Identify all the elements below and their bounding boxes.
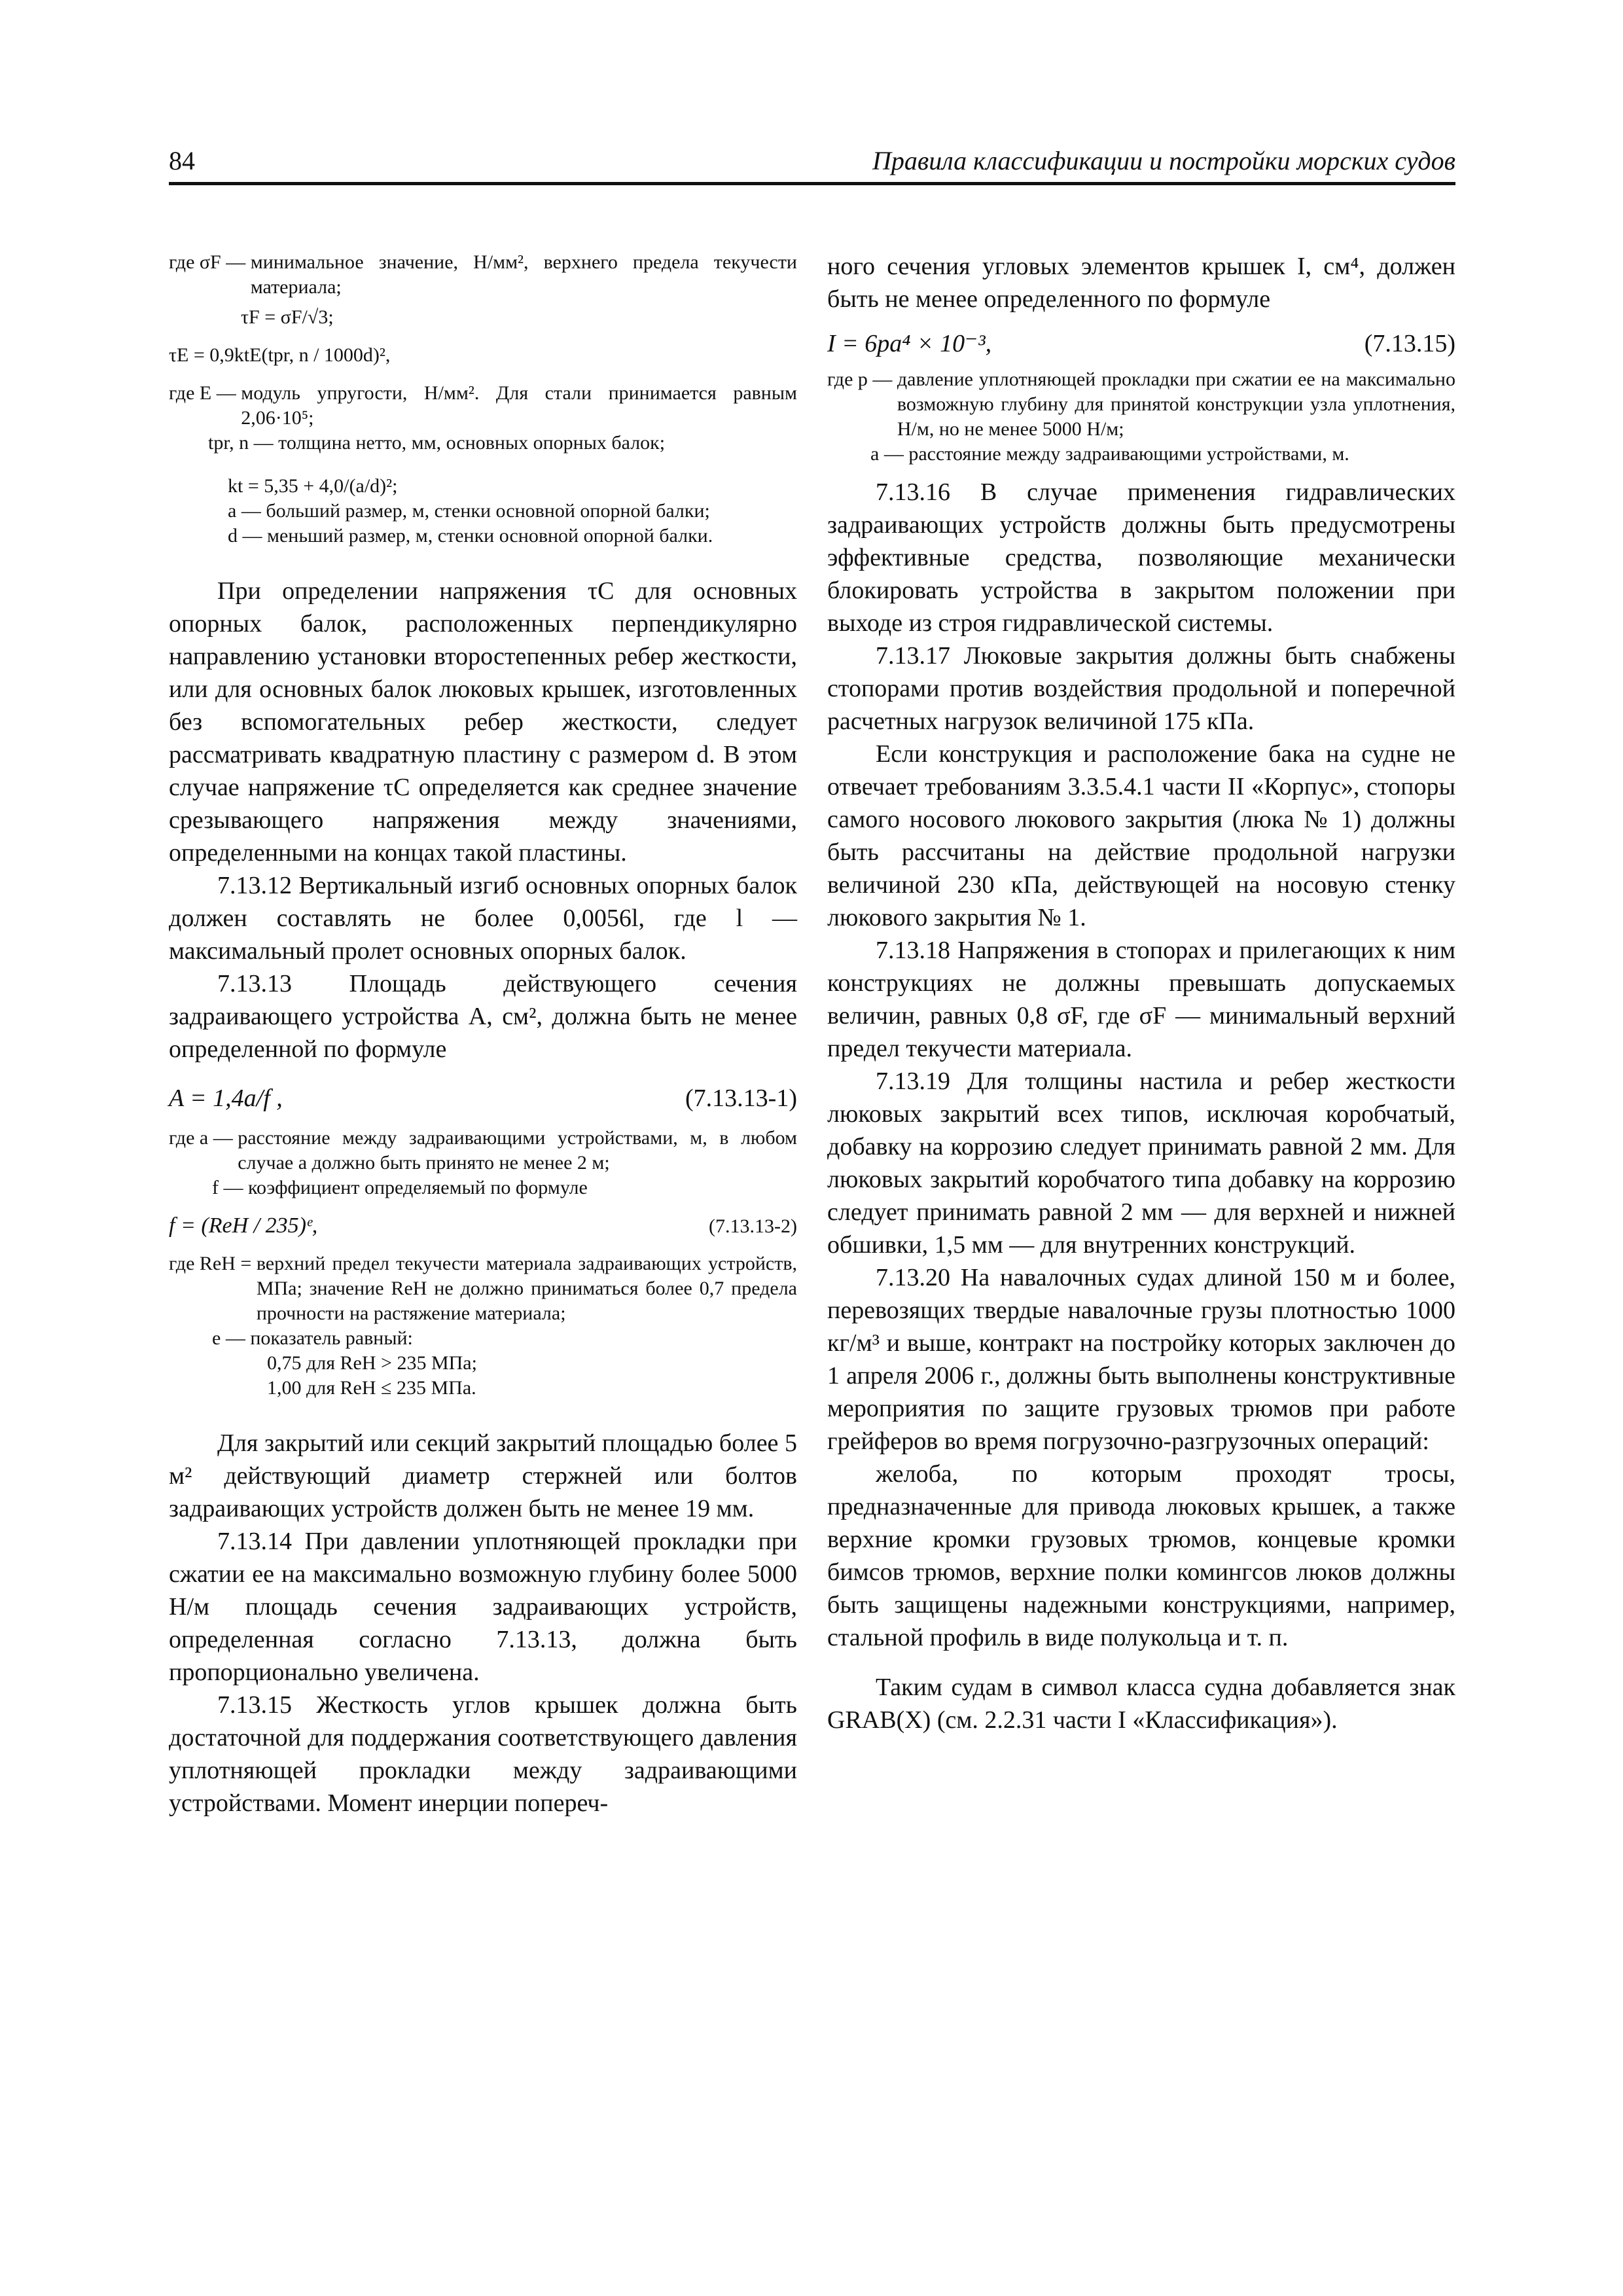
exponent-case-1: 0,75 для ReH > 235 МПа;	[267, 1352, 477, 1374]
definition-p-pressure: где p — давление уплотняющей прокладки при сжатии ее на максимально возможную глубину для принятой конструкции узла уплотнения, Н/м, но не менее 5000 Н/м;	[827, 368, 1455, 440]
running-title: Правила классификации и постройки морских судов	[872, 146, 1455, 175]
definitions-block-3	[169, 1251, 797, 1401]
definition-a-spacing: где a — расстояние между задраивающими устройствами, м, в любом случае a должно быть принято не менее 2 м;	[169, 1127, 797, 1174]
paragraph-7-13-12: 7.13.12 Вертикальный изгиб основных опорных балок должен составлять не более 0,0056l, где l — максимальный пролет основных опорных балок.	[169, 872, 797, 965]
left-column	[169, 250, 797, 1820]
definitions-block-1	[169, 250, 797, 548]
definition-a-spacing-2: a — расстояние между задраивающими устройствами, м.	[870, 443, 1349, 465]
definition-reh: где ReH = верхний предел текучести материала задраивающих устройств, МПа; значение ReH не должно приниматься более 0,7 предела прочности на растяжение материала;	[169, 1253, 797, 1324]
paragraph-chutes: желоба, по которым проходят тросы, предназначенные для привода люковых крышек, а также верхние кромки грузовых трюмов, концевые кромки бимсов трюмов, верхние полки комингсов люков должны быть защищены надежными конструкциями, например, стальной профиль в виде полукольца и т. п.	[827, 1460, 1455, 1651]
formula-tau-e: τE = 0,9ktE(tpr, n / 1000d)²,	[169, 344, 391, 366]
paragraph-7-13-20: 7.13.20 На навалочных судах длиной 150 м и более, перевозящих твердые навалочные грузы плотностью 1000 кг/м³ и выше, контракт на постройку которых заключен до 1 апреля 2006 г., должны быть выполнены конструктивные мероприятия по защите грузовых трюмов при работе грейферов во время погрузочно-разгрузочных операций:	[827, 1264, 1455, 1455]
page-number: 84	[169, 146, 195, 175]
paragraph-7-13-17: 7.13.17 Люковые закрытия должны быть снабжены стопорами против воздействия продольной и поперечной расчетных нагрузок величиной 175 кПа.	[827, 642, 1455, 735]
definition-a: a — больший размер, м, стенки основной опорной балки;	[228, 500, 710, 522]
definition-t-pr-n: tpr, n — толщина нетто, мм, основных опорных балок;	[208, 432, 666, 454]
paragraph-7-13-14: 7.13.14 При давлении уплотняющей прокладки при сжатии ее на максимально возможную глубину более 5000 Н/м площадь сечения задраивающих устройств, определенная согласно 7.13.13, должна быть пропорционально увеличена.	[169, 1528, 797, 1686]
definition-e-modulus: где E — модуль упругости, Н/мм². Для стали принимается равным 2,06·10⁵;	[169, 382, 797, 429]
exponent-case-2: 1,00 для ReH ≤ 235 МПа.	[267, 1377, 476, 1399]
formula-7-13-13-2: f = (ReH / 235)ᵉ, (7.13.13-2)	[169, 1213, 797, 1238]
paragraph-forecastle: Если конструкция и расположение бака на судне не отвечает требованиям 3.3.5.4.1 части II «Корпус», стопоры самого носового люкового закрытия (люка № 1) должны быть рассчитаны на действие продольной нагрузки величиной 230 кПа, действующей на носовую стенку люкового закрытия № 1.	[827, 740, 1455, 931]
formula-tau-f: τF = σF/√3;	[241, 306, 334, 328]
paragraph-7-13-16: 7.13.16 В случае применения гидравлических задраивающих устройств должны быть предусмотрены эффективные средства, позволяющие механически блокировать устройства в закрытом положении при выходе из строя гидравлической системы.	[827, 478, 1455, 637]
paragraph-tau-c: При определении напряжения τC для основных опорных балок, расположенных перпендикулярно направлению установки второстепенных ребер жесткости, или для основных балок люковых крышек, изготовленных без вспомогательных ребер жесткости, следует рассматривать квадратную пластину с размером d. В этом случае напряжение τC определяется как среднее значение срезывающего напряжения между значениями, определенными на концах такой пластины.	[169, 577, 797, 867]
paragraph-7-13-18: 7.13.18 Напряжения в стопорах и прилегающих к ним конструкциях не должны превышать допускаемых величин, равных 0,8 σF, где σF — минимальный верхний предел текучести материала.	[827, 937, 1455, 1062]
paragraph-grab-notation: Таким судам в символ класса судна добавляется знак GRAB(X) (см. 2.2.31 части I «Классификация»).	[827, 1674, 1455, 1734]
paragraph-7-13-13: 7.13.13 Площадь действующего сечения задраивающего устройства A, см², должна быть не менее определенной по формуле	[169, 970, 797, 1063]
formula-kt: kt = 5,35 + 4,0/(a/d)²;	[228, 475, 398, 497]
formula-7-13-15: I = 6pa⁴ × 10⁻³, (7.13.15)	[827, 330, 1455, 357]
definition-d: d — меньший размер, м, стенки основной опорной балки.	[228, 525, 713, 547]
paragraph-7-13-15: 7.13.15 Жесткость углов крышек должна быть достаточной для поддержания соответствующего давления уплотняющей прокладки между задраивающими устройствами. Момент инерции попереч-	[169, 1691, 797, 1817]
definitions-block-4	[827, 367, 1455, 467]
paragraph-diameter: Для закрытий или секций закрытий площадью более 5 м² действующий диаметр стержней или болтов задраивающих устройств должен быть не менее 19 мм.	[169, 1429, 797, 1522]
paragraph-corner-inertia: ного сечения угловых элементов крышек I, см⁴, должен быть не менее определенного по формуле	[827, 253, 1455, 313]
right-column	[827, 250, 1455, 1736]
definition-sigma-f: где σF — минимальное значение, Н/мм², верхнего предела текучести материала;	[169, 251, 797, 298]
definition-e-exponent: e — показатель равный:	[212, 1327, 413, 1349]
definitions-block-2	[169, 1126, 797, 1200]
page-header	[169, 145, 1455, 185]
paragraph-7-13-19: 7.13.19 Для толщины настила и ребер жесткости люковых закрытий всех типов, исключая коробчатый, добавку на коррозию следует принимать равной 2 мм. Для люковых закрытий коробчатого типа добавку на коррозию следует принимать равной 2 мм — для верхней и нижней обшивки, 1,5 мм — для внутренних конструкций.	[827, 1067, 1455, 1259]
definition-f-coefficient: f — коэффициент определяемый по формуле	[212, 1177, 588, 1198]
formula-7-13-13-1: A = 1,4a/f , (7.13.13-1)	[169, 1085, 797, 1112]
